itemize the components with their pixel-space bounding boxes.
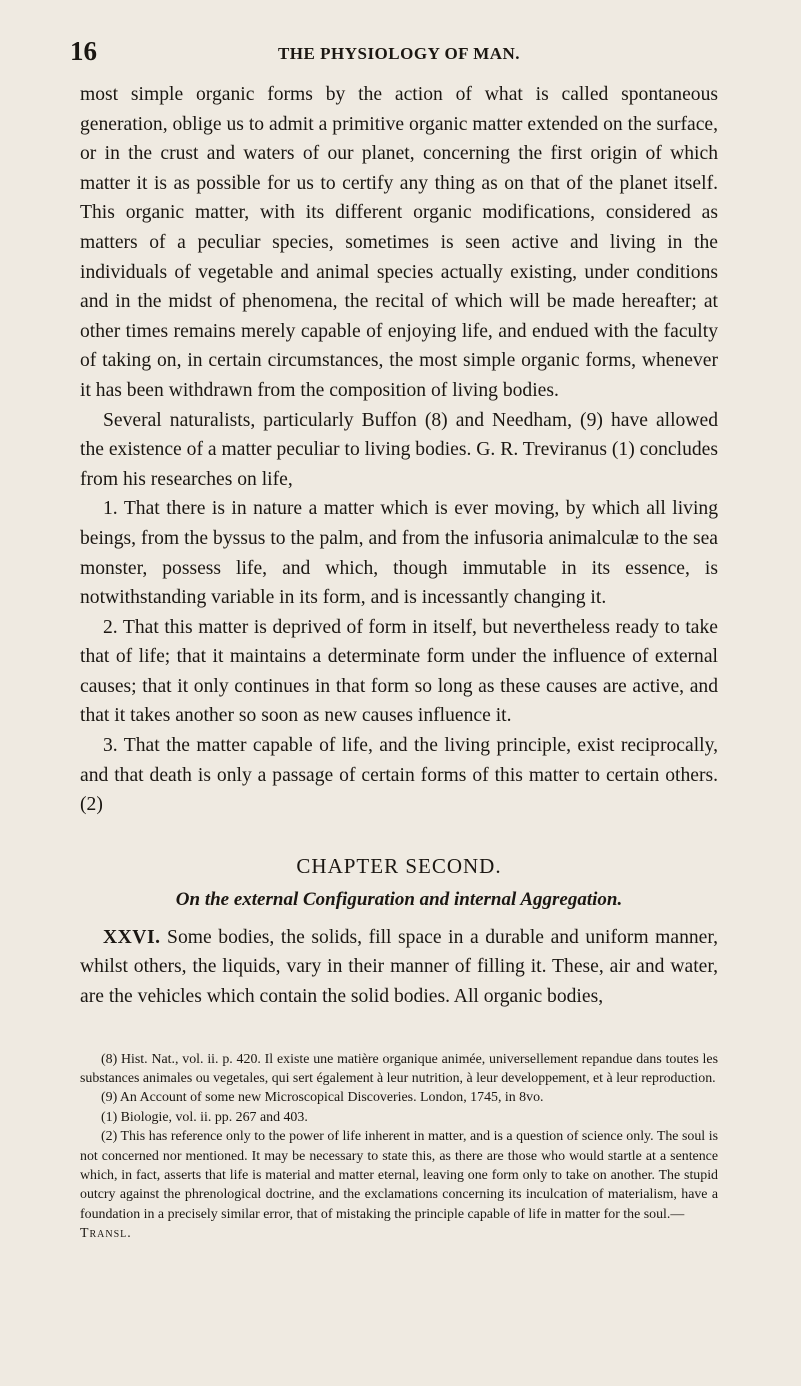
running-head <box>70 36 718 70</box>
footnote-8: (8) Hist. Nat., vol. ii. p. 420. Il existe une matière organique animée, universellement repandue dans toutes les substances animales ou vegetales, qui sert également à leur nutrition, à leur developpement, et à leur reproduction. <box>80 1051 718 1087</box>
paragraph-naturalists: Several naturalists, particularly Buffon (8) and Needham, (9) have allowed the existence of a matter peculiar to living bodies. G. R. Treviranus (1) concludes from his researches on life, <box>80 409 718 490</box>
section-paragraph <box>80 923 718 1012</box>
page-number: 16 <box>70 36 97 66</box>
section-number: XXVI. <box>103 926 161 948</box>
paragraph-point-2: 2. That this matter is deprived of form in itself, but nevertheless ready to take that of life; that it maintains a determinate form under the influence of external causes; that it only continues in that form so long as these causes are active, and that it takes another so soon as new causes influence it. <box>80 616 718 727</box>
section-text: Some bodies, the solids, fill space in a durable and uniform manner, whilst others, the liquids, vary in their manner of filling it. These, air and water, are the vehicles which contain the solid bodies. All organic bodies, <box>80 926 718 1008</box>
body-text <box>80 80 718 1012</box>
chapter-subtitle: On the external Configuration and internal Aggregation. <box>175 888 623 910</box>
footnote-1: (1) Biologie, vol. ii. pp. 267 and 403. <box>101 1109 308 1125</box>
footnotes <box>80 1050 718 1244</box>
paragraph-point-3: 3. That the matter capable of life, and the living principle, exist reciprocally, and that death is only a passage of certain forms of this matter to certain others. (2) <box>80 735 718 816</box>
footnote-2: (2) This has reference only to the power of life inherent in matter, and is a question of science only. The soul is not concerned nor mentioned. It may be necessary to state this, as there are those who would startle at a sentence which, in fact, asserts that life is material and matter eternal, leaving one form only to take on another. The stupid outcry against the phrenological doctrine, and the exclamations concerning its inculcation of materialism, have a foundation in a precisely similar error, that of mistaking the principle capable of life in matter for the soul.— <box>80 1129 718 1222</box>
chapter-title: CHAPTER SECOND. <box>296 853 502 878</box>
paragraph-continuation: most simple organic forms by the action of what is called spontaneous generation, oblige us to admit a primitive organic matter extended on the surface, or in the crust and waters of our planet, concerning the first origin of which matter it is as possible for us to certify any thing as on that of the planet itself. This organic matter, with its different organic modifications, considered as matters of a peculiar species, sometimes is seen active and living in the individuals of vegetable and animal species actually existing, under conditions and in the midst of phenomena, the recital of which will be made hereafter; at other times remains merely capable of enjoying life, and endued with the faculty of taking on, in certain circumstances, the most simple organic forms, whenever it has been withdrawn from the composition of living bodies. <box>80 84 718 401</box>
book-page <box>70 36 718 1244</box>
footnote-9: (9) An Account of some new Microscopical Discoveries. London, 1745, in 8vo. <box>101 1090 544 1106</box>
paragraph-point-1: 1. That there is in nature a matter which is ever moving, by which all living beings, from the byssus to the palm, and from the infusoria animalculæ to the sea monster, possess life, and which, though immutable in its essence, is notwithstanding variable in its form, and is incessantly changing it. <box>80 498 718 609</box>
footnote-signature: Transl. <box>80 1226 132 1242</box>
running-title: THE PHYSIOLOGY OF MAN. <box>277 44 521 63</box>
footnote-2-signature-line <box>80 1224 718 1243</box>
